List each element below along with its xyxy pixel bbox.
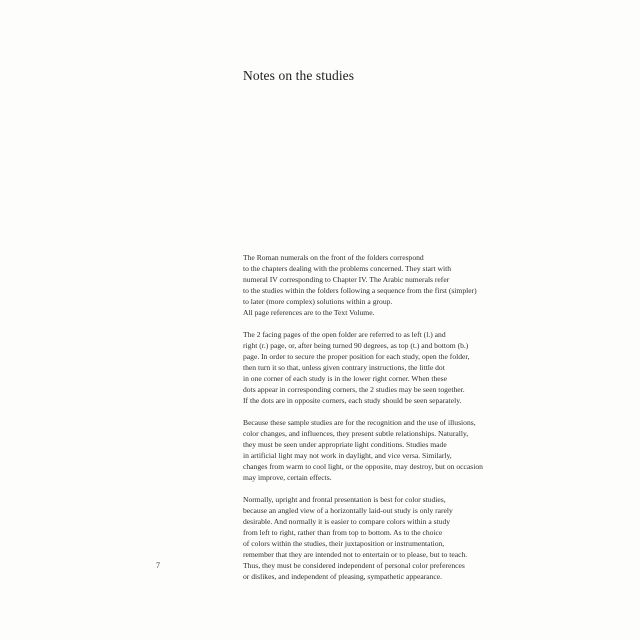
text-line: color changes, and influences, they present subtle relationships. Naturally,	[243, 429, 469, 438]
paragraph-4	[243, 494, 583, 582]
paragraph-1	[243, 252, 583, 318]
text-line: or dislikes, and independent of pleasing, sympathetic appearance.	[243, 572, 443, 581]
text-line: numeral IV corresponding to Chapter IV. The Arabic numerals refer	[243, 275, 450, 284]
page-title: Notes on the studies	[243, 68, 355, 83]
text-line: Because these sample studies are for the recognition and the use of illusions,	[243, 418, 476, 427]
paragraph-3	[243, 417, 583, 483]
text-line: dots appear in corresponding corners, the 2 studies may be seen together.	[243, 385, 465, 394]
text-line: of colors within the studies, their juxtaposition or instrumentation,	[243, 539, 445, 548]
text-line: changes from warm to cool light, or the opposite, may destroy, but on occasion	[243, 462, 483, 471]
text-line: they must be seen under appropriate light conditions. Studies made	[243, 440, 447, 449]
text-line: Normally, upright and frontal presentation is best for color studies,	[243, 495, 446, 504]
text-line: in artificial light may not work in daylight, and vice versa. Similarly,	[243, 451, 452, 460]
text-line: then turn it so that, unless given contrary instructions, the little dot	[243, 363, 445, 372]
page-number: 7	[156, 561, 160, 570]
text-line: The 2 facing pages of the open folder are referred to as left (l.) and	[243, 330, 446, 339]
text-line: page. In order to secure the proper position for each study, open the folder,	[243, 352, 470, 361]
text-line: to later (more complex) solutions within a group.	[243, 297, 393, 306]
paragraph-2	[243, 329, 583, 406]
text-line: The Roman numerals on the front of the folders correspond	[243, 253, 424, 262]
body-text	[243, 252, 583, 593]
text-line: may improve, certain effects.	[243, 473, 332, 482]
text-line: desirable. And normally it is easier to compare colors within a study	[243, 517, 451, 526]
text-line: All page references are to the Text Volume.	[243, 308, 375, 317]
text-line: in one corner of each study is in the lower right corner. When these	[243, 374, 447, 383]
text-line: If the dots are in opposite corners, each study should be seen separately.	[243, 396, 462, 405]
text-line: right (r.) page, or, after being turned 90 degrees, as top (t.) and bottom (b.)	[243, 341, 469, 350]
text-line: to the chapters dealing with the problems concerned. They start with	[243, 264, 451, 273]
text-line: from left to right, rather than from top to bottom. As to the choice	[243, 528, 443, 537]
text-line: because an angled view of a horizontally laid-out study is only rarely	[243, 506, 453, 515]
text-line: remember that they are intended not to entertain or to please, but to teach.	[243, 550, 468, 559]
text-line: to the studies within the folders following a sequence from the first (simpler)	[243, 286, 477, 295]
text-line: Thus, they must be considered independent of personal color preferences	[243, 561, 465, 570]
